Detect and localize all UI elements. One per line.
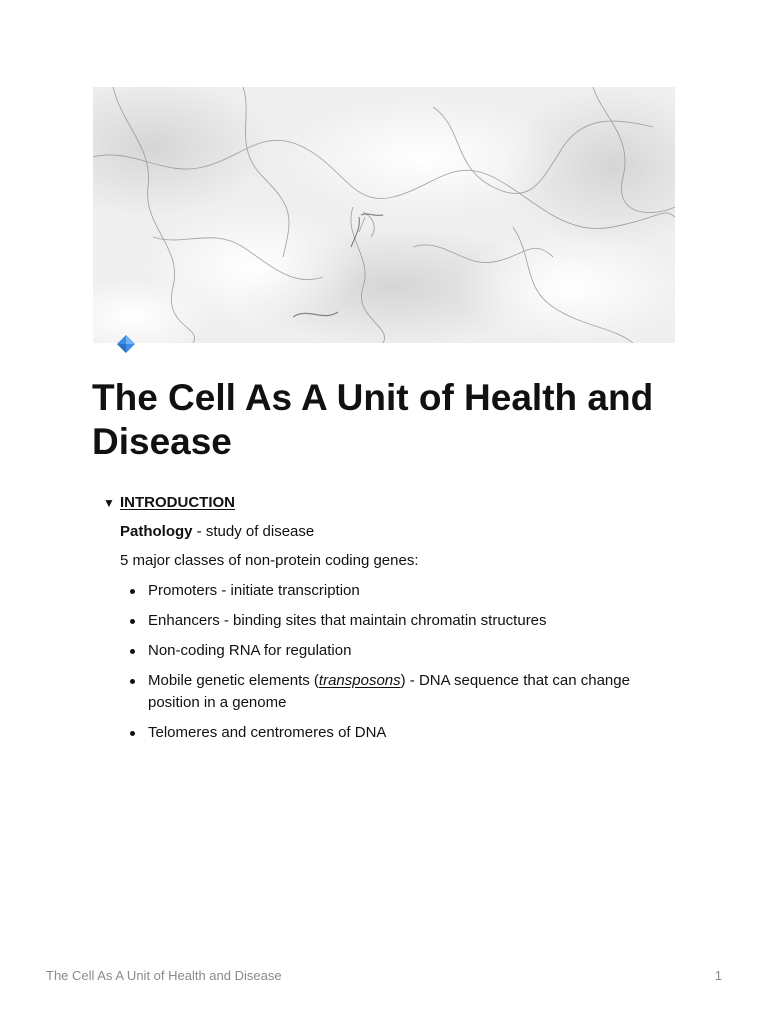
gene-classes-list: [120, 580, 663, 744]
list-item: [120, 670, 663, 714]
bullet-icon: [130, 589, 135, 594]
bullet-icon: [130, 649, 135, 654]
list-item: [120, 722, 663, 744]
page-title: The Cell As A Unit of Health and Disease: [92, 377, 654, 462]
footer-doc-title: The Cell As A Unit of Health and Disease: [46, 968, 282, 983]
toggle-arrow-icon[interactable]: ▼: [103, 496, 115, 510]
page-icon[interactable]: [116, 334, 136, 354]
list-item-text: Promoters - initiate transcription: [148, 582, 360, 599]
toggle-header[interactable]: [103, 492, 663, 514]
bullet-icon: [130, 619, 135, 624]
bullet-icon: [130, 731, 135, 736]
list-item-text: Non-coding RNA for regulation: [148, 642, 352, 659]
cover-image: [93, 87, 675, 343]
marble-texture-image: [93, 87, 675, 343]
list-item-text: Telomeres and centromeres of DNA: [148, 724, 387, 741]
transposons-link[interactable]: transposons: [318, 672, 401, 689]
list-item-text: Enhancers - binding sites that maintain chromatin structures: [148, 612, 547, 629]
toggle-body: [120, 521, 663, 744]
pathology-term: Pathology: [120, 523, 193, 540]
list-item: [120, 580, 663, 602]
list-item: [120, 610, 663, 632]
toggle-label[interactable]: INTRODUCTION: [120, 494, 235, 511]
list-item: [120, 640, 663, 662]
bullet-icon: [130, 679, 135, 684]
pathology-description: - study of disease: [192, 523, 315, 540]
pathology-definition: [120, 521, 663, 543]
classes-intro: 5 major classes of non-protein coding genes:: [120, 552, 419, 569]
list-item-text-post: ) - DNA sequence that can change position in a genome: [148, 672, 630, 711]
introduction-toggle: [103, 492, 663, 752]
blue-diamond-icon: [116, 334, 136, 354]
list-item-text-pre: Mobile genetic elements (: [148, 672, 319, 689]
footer-page-number: 1: [714, 968, 722, 983]
